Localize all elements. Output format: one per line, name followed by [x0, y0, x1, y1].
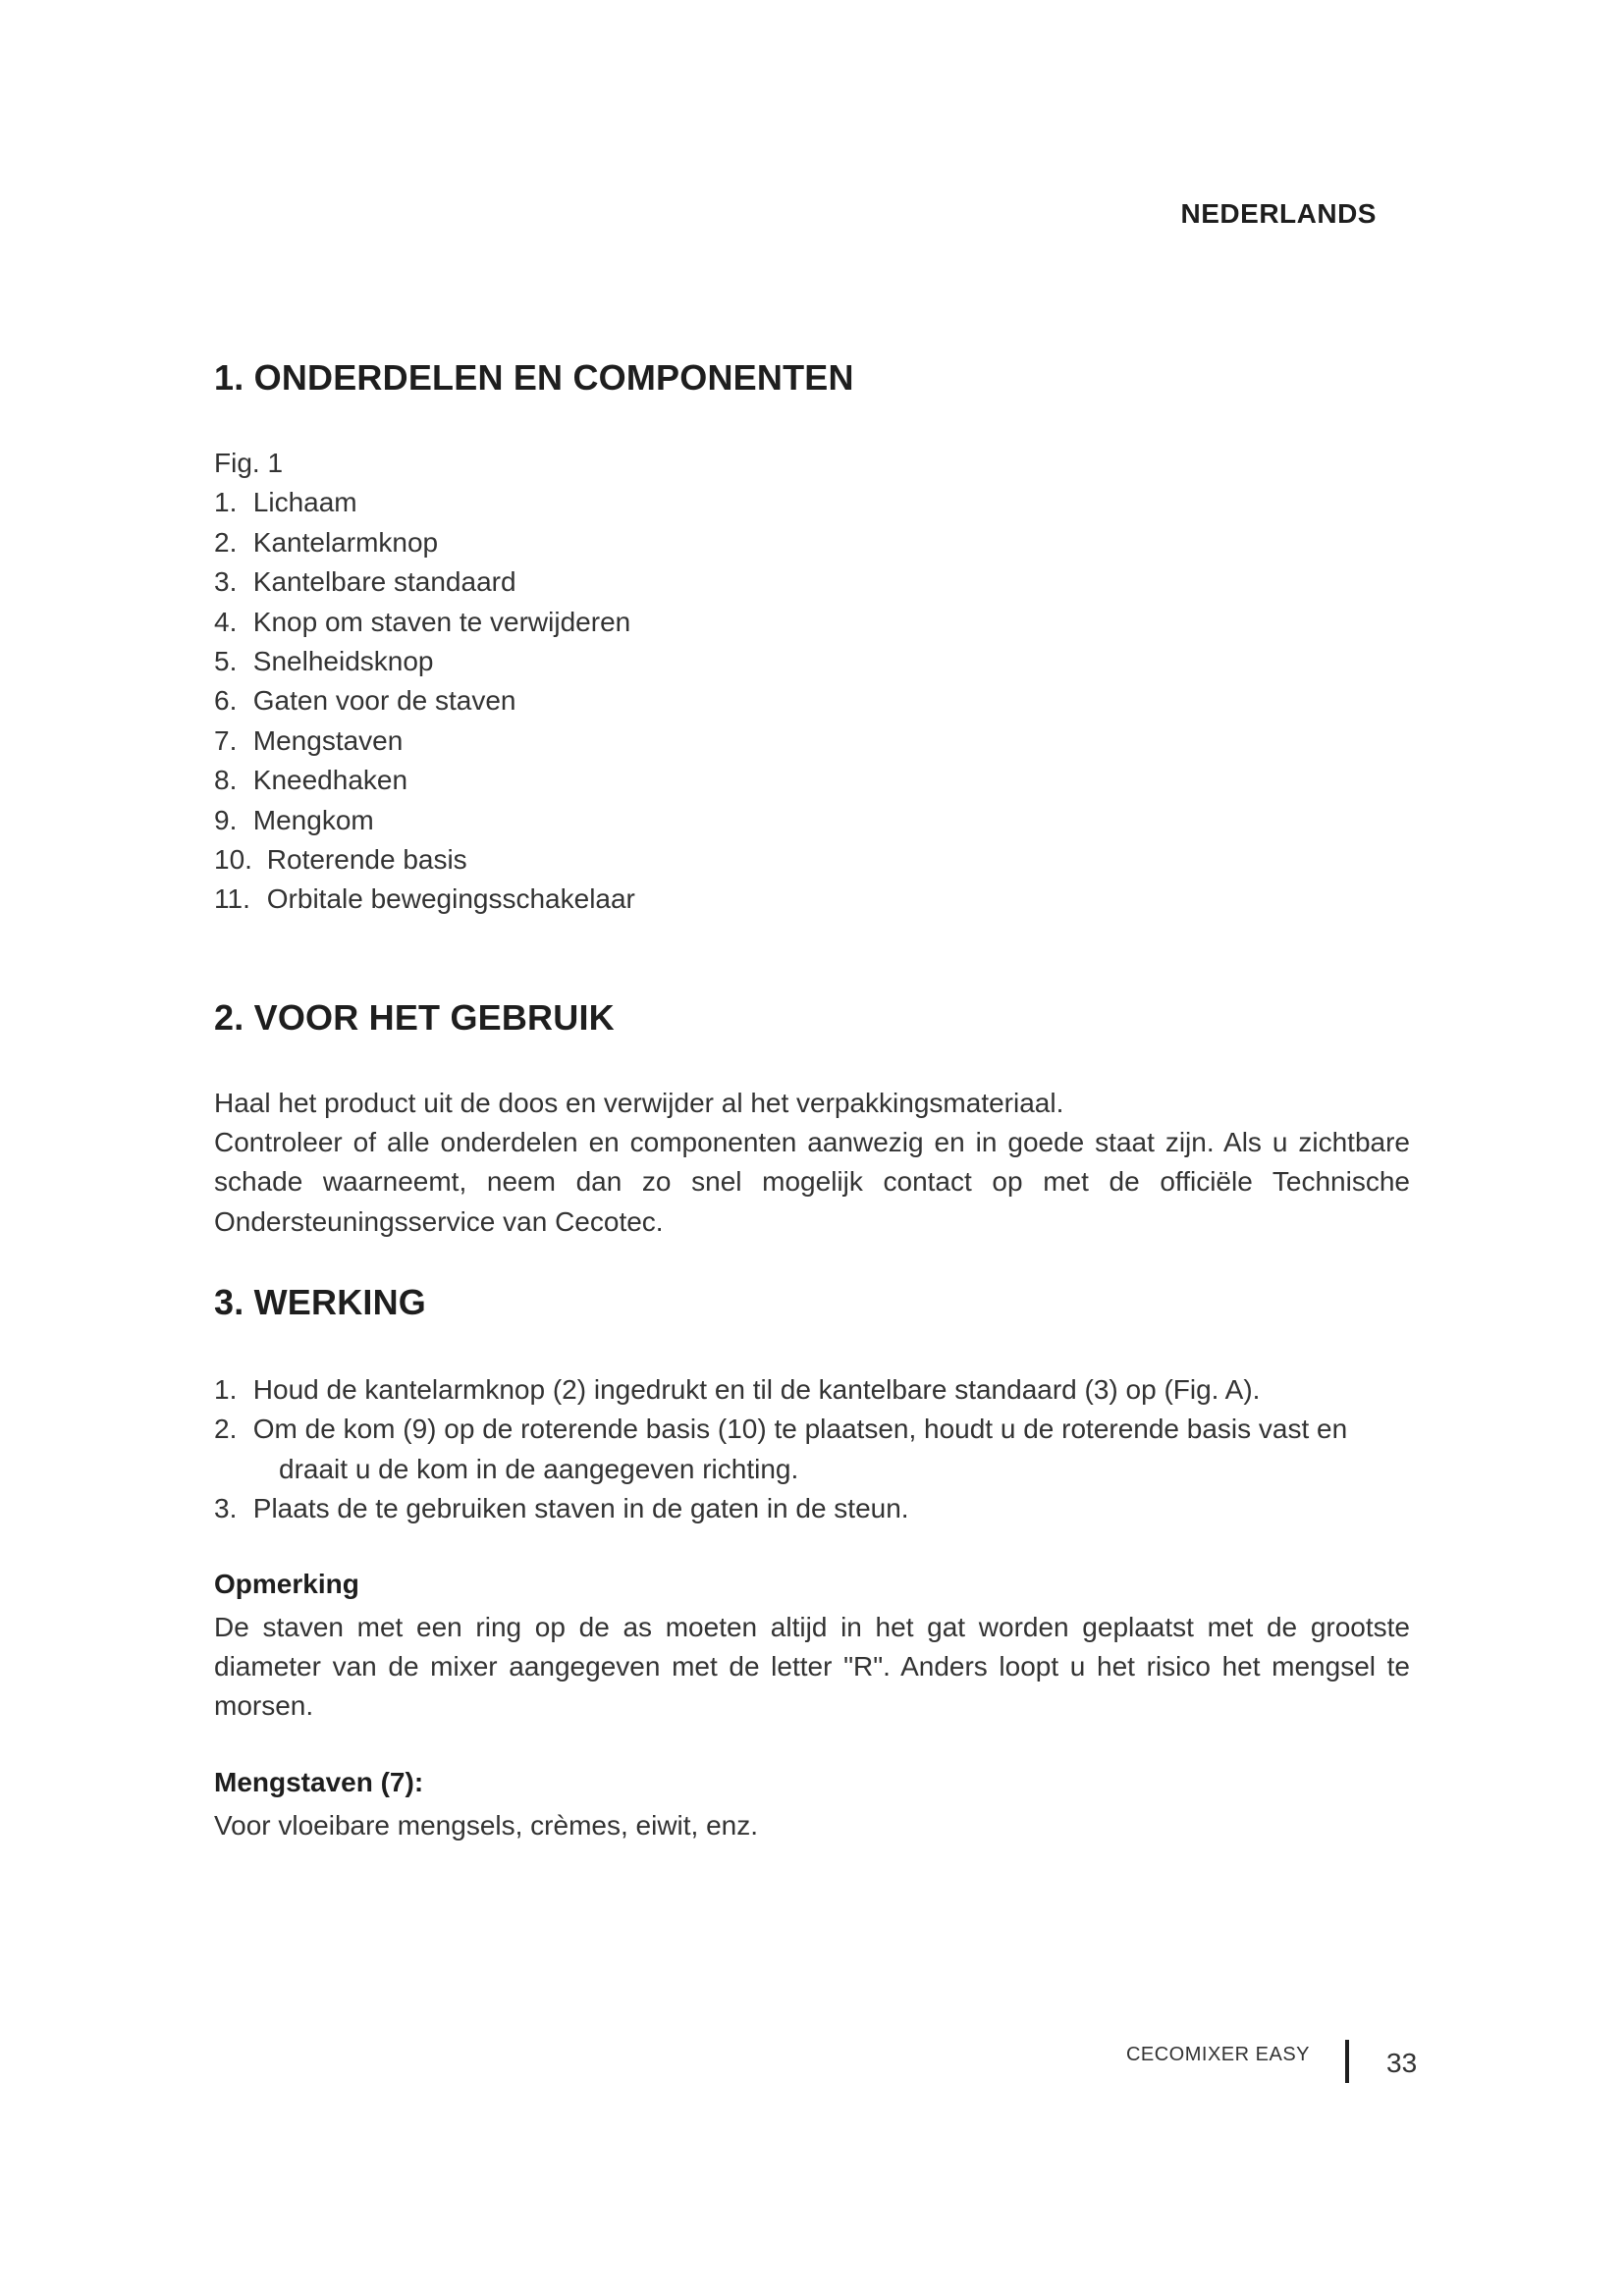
section-title-before-use: 2. VOOR HET GEBRUIK [214, 997, 615, 1038]
item-number: 5. [214, 646, 238, 677]
step-text: Houd de kantelarmknop (2) ingedrukt en til de kantelbare standaard (3) op (Fig. A). [252, 1374, 1261, 1405]
step-text: Om de kom (9) op de roterende basis (10) te plaatsen, houdt u de roterende basis vast en [252, 1414, 1348, 1445]
list-item [214, 642, 635, 681]
item-label: Lichaam [252, 487, 357, 518]
list-item [214, 761, 635, 800]
mixing-rods-heading: Mengstaven (7): [214, 1767, 424, 1797]
item-number: 9. [214, 804, 238, 835]
item-label: Orbitale bewegingsschakelaar [266, 883, 635, 915]
item-label: Kantelbare standaard [252, 566, 516, 598]
list-item [214, 880, 635, 919]
item-label: Roterende basis [266, 844, 467, 876]
item-number: 8. [214, 765, 238, 796]
item-label: Mengstaven [252, 724, 404, 756]
operation-steps [214, 1370, 1410, 1529]
item-label: Knop om staven te verwijderen [252, 606, 631, 637]
step-item [214, 1370, 1410, 1410]
list-item [214, 721, 635, 761]
list-item [214, 603, 635, 642]
item-label: Snelheidsknop [252, 646, 434, 677]
section-title-operation: 3. WERKING [214, 1282, 427, 1322]
list-item [214, 840, 635, 880]
list-item [214, 483, 635, 522]
footer-product-name: CECOMIXER EASY [1125, 2044, 1310, 2065]
item-number: 2. [214, 526, 238, 558]
list-item [214, 801, 635, 840]
step-item [214, 1410, 1410, 1489]
note-heading: Opmerking [214, 1569, 359, 1599]
item-number: 3. [214, 566, 238, 598]
step-text-continued: draait u de kom in de aangegeven richting. [279, 1453, 799, 1484]
language-header: NEDERLANDS [1180, 198, 1377, 229]
item-number: 1. [214, 487, 238, 518]
step-number: 1. [214, 1374, 238, 1405]
note-text: De staven met een ring op de as moeten altijd in het gat worden geplaatst met de grootste diameter van de mixer aangegeven met de letter "R". Anders loopt u het risico het mengsel te morsen. [214, 1612, 1410, 1722]
item-number: 10. [214, 844, 252, 876]
step-text: Plaats de te gebruiken staven in de gaten in de steun. [252, 1493, 909, 1524]
item-label: Kantelarmknop [252, 526, 439, 558]
step-item [214, 1489, 1410, 1528]
item-label: Gaten voor de staven [252, 685, 516, 717]
page-number: 33 [1386, 2048, 1418, 2078]
item-label: Mengkom [252, 804, 374, 835]
mixing-rods-text: Voor vloeibare mengsels, crèmes, eiwit, enz. [214, 1810, 759, 1841]
item-label: Kneedhaken [252, 765, 408, 796]
step-number: 2. [214, 1414, 238, 1445]
list-item [214, 562, 635, 602]
paragraph: Haal het product uit de doos en verwijder al het verpakkingsmateriaal. [214, 1088, 1064, 1118]
before-use-body [214, 1084, 1410, 1242]
item-number: 7. [214, 724, 238, 756]
section-title-parts: 1. ONDERDELEN EN COMPONENTEN [214, 357, 854, 398]
parts-list [214, 444, 635, 920]
item-number: 6. [214, 685, 238, 717]
list-item [214, 681, 635, 721]
item-number: 4. [214, 606, 238, 637]
list-item [214, 523, 635, 562]
footer-divider [1345, 2040, 1349, 2083]
figure-label: Fig. 1 [214, 448, 284, 478]
paragraph: Controleer of alle onderdelen en componenten aanwezig en in goede staat zijn. Als u zichtbare schade waarneemt, neem dan zo snel mogelijk contact op met de officiële Technische Ondersteuningsservice van Cecotec. [214, 1127, 1410, 1237]
step-number: 3. [214, 1493, 238, 1524]
item-number: 11. [214, 883, 250, 915]
